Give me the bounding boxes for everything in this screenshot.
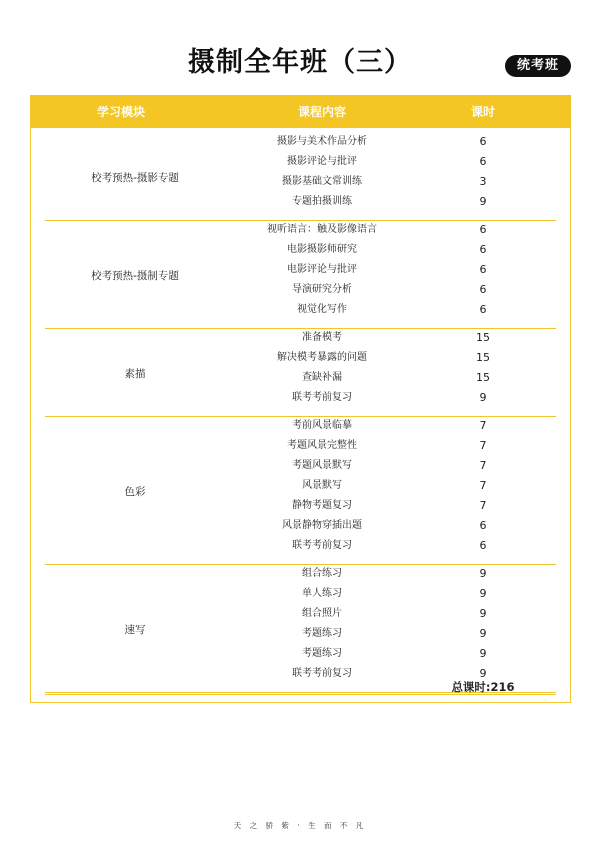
course-table bbox=[30, 95, 571, 703]
course-content: 准备模考 bbox=[302, 332, 342, 343]
table-row bbox=[45, 192, 556, 212]
table-row bbox=[45, 388, 556, 408]
table-row bbox=[45, 436, 556, 456]
table-row bbox=[45, 496, 556, 516]
course-content: 联考考前复习 bbox=[292, 540, 352, 551]
course-content: 静物考题复习 bbox=[292, 500, 352, 511]
table-row bbox=[45, 584, 556, 604]
table-row bbox=[45, 328, 556, 348]
course-hours: 6 bbox=[479, 263, 487, 276]
course-hours: 7 bbox=[479, 479, 487, 492]
course-content: 考前风景临摹 bbox=[292, 420, 352, 431]
table-row bbox=[45, 132, 556, 152]
course-hours: 9 bbox=[479, 567, 487, 580]
module-group bbox=[45, 418, 556, 565]
table-row bbox=[45, 416, 556, 436]
course-content: 考题练习 bbox=[302, 628, 342, 639]
module-name: 速写 bbox=[124, 623, 146, 636]
table-header bbox=[31, 96, 570, 128]
table-row bbox=[45, 564, 556, 584]
course-hours: 6 bbox=[479, 135, 487, 148]
table-row bbox=[45, 624, 556, 644]
course-content: 视觉化写作 bbox=[297, 304, 347, 315]
course-content: 摄影基础文常训练 bbox=[282, 176, 362, 187]
course-content: 风景默写 bbox=[302, 480, 342, 491]
course-hours: 7 bbox=[479, 419, 487, 432]
table-row bbox=[45, 172, 556, 192]
course-hours: 9 bbox=[479, 587, 487, 600]
module-name: 色彩 bbox=[124, 485, 146, 498]
table-row bbox=[45, 280, 556, 300]
table-row bbox=[45, 456, 556, 476]
table-row bbox=[45, 368, 556, 388]
page-title: 摄制全年班（三） bbox=[188, 47, 412, 78]
course-content: 组合练习 bbox=[302, 568, 342, 579]
footer-slogan: 天 之 骄 紫 · 生 而 不 凡 bbox=[233, 821, 367, 830]
course-hours: 6 bbox=[479, 155, 487, 168]
course-content: 风景静物穿插出题 bbox=[282, 520, 362, 531]
course-content: 单人练习 bbox=[302, 588, 342, 599]
course-content: 视听语言：触及影像语言 bbox=[267, 224, 377, 235]
module-name: 素描 bbox=[124, 367, 146, 380]
course-hours: 6 bbox=[479, 223, 487, 236]
table-row bbox=[45, 220, 556, 240]
course-content: 组合照片 bbox=[302, 608, 342, 619]
course-hours: 7 bbox=[479, 439, 487, 452]
table-row bbox=[45, 348, 556, 368]
course-content: 导演研究分析 bbox=[292, 284, 352, 295]
header-module: 学习模块 bbox=[96, 105, 145, 119]
course-hours: 15 bbox=[476, 371, 490, 384]
course-hours: 9 bbox=[479, 667, 487, 680]
module-name: 校考预热-摄制专题 bbox=[91, 269, 179, 282]
table-row bbox=[45, 476, 556, 496]
table-row bbox=[45, 240, 556, 260]
course-hours: 7 bbox=[479, 459, 487, 472]
course-content: 专题拍摄训练 bbox=[292, 196, 352, 207]
course-content: 联考考前复习 bbox=[292, 668, 352, 679]
course-hours: 15 bbox=[476, 351, 490, 364]
course-hours: 9 bbox=[479, 391, 487, 404]
table-row bbox=[45, 644, 556, 664]
course-hours: 6 bbox=[479, 519, 487, 532]
class-badge: 统考班 bbox=[505, 55, 571, 77]
course-content: 考题风景默写 bbox=[292, 460, 352, 471]
course-hours: 6 bbox=[479, 283, 487, 296]
module-group bbox=[45, 134, 556, 221]
table-row bbox=[45, 536, 556, 556]
table-row bbox=[45, 260, 556, 280]
table-row bbox=[45, 300, 556, 320]
module-group bbox=[45, 222, 556, 329]
course-hours: 15 bbox=[476, 331, 490, 344]
module-group bbox=[45, 566, 556, 693]
course-content: 解决模考暴露的问题 bbox=[277, 352, 367, 363]
table-row bbox=[45, 604, 556, 624]
course-hours: 6 bbox=[479, 303, 487, 316]
header-hours: 课时 bbox=[470, 105, 495, 119]
course-hours: 9 bbox=[479, 195, 487, 208]
course-content: 考题风景完整性 bbox=[287, 440, 357, 451]
course-hours: 7 bbox=[479, 499, 487, 512]
course-content: 电影摄影师研究 bbox=[287, 244, 357, 255]
course-hours: 9 bbox=[479, 607, 487, 620]
module-group bbox=[45, 330, 556, 417]
course-content: 电影评论与批评 bbox=[287, 264, 357, 275]
course-hours: 3 bbox=[479, 175, 487, 188]
module-name: 校考预热-摄影专题 bbox=[91, 171, 179, 184]
total-hours: 总课时:216 bbox=[451, 680, 515, 694]
course-hours: 6 bbox=[479, 539, 487, 552]
course-content: 查缺补漏 bbox=[302, 372, 342, 383]
course-hours: 6 bbox=[479, 243, 487, 256]
course-hours: 9 bbox=[479, 647, 487, 660]
course-content: 联考考前复习 bbox=[292, 392, 352, 403]
course-hours: 9 bbox=[479, 627, 487, 640]
course-content: 摄影评论与批评 bbox=[287, 156, 357, 167]
header-content: 课程内容 bbox=[297, 105, 346, 119]
table-row bbox=[45, 516, 556, 536]
table-row bbox=[45, 152, 556, 172]
course-content: 考题练习 bbox=[302, 648, 342, 659]
course-content: 摄影与美术作品分析 bbox=[277, 136, 367, 147]
